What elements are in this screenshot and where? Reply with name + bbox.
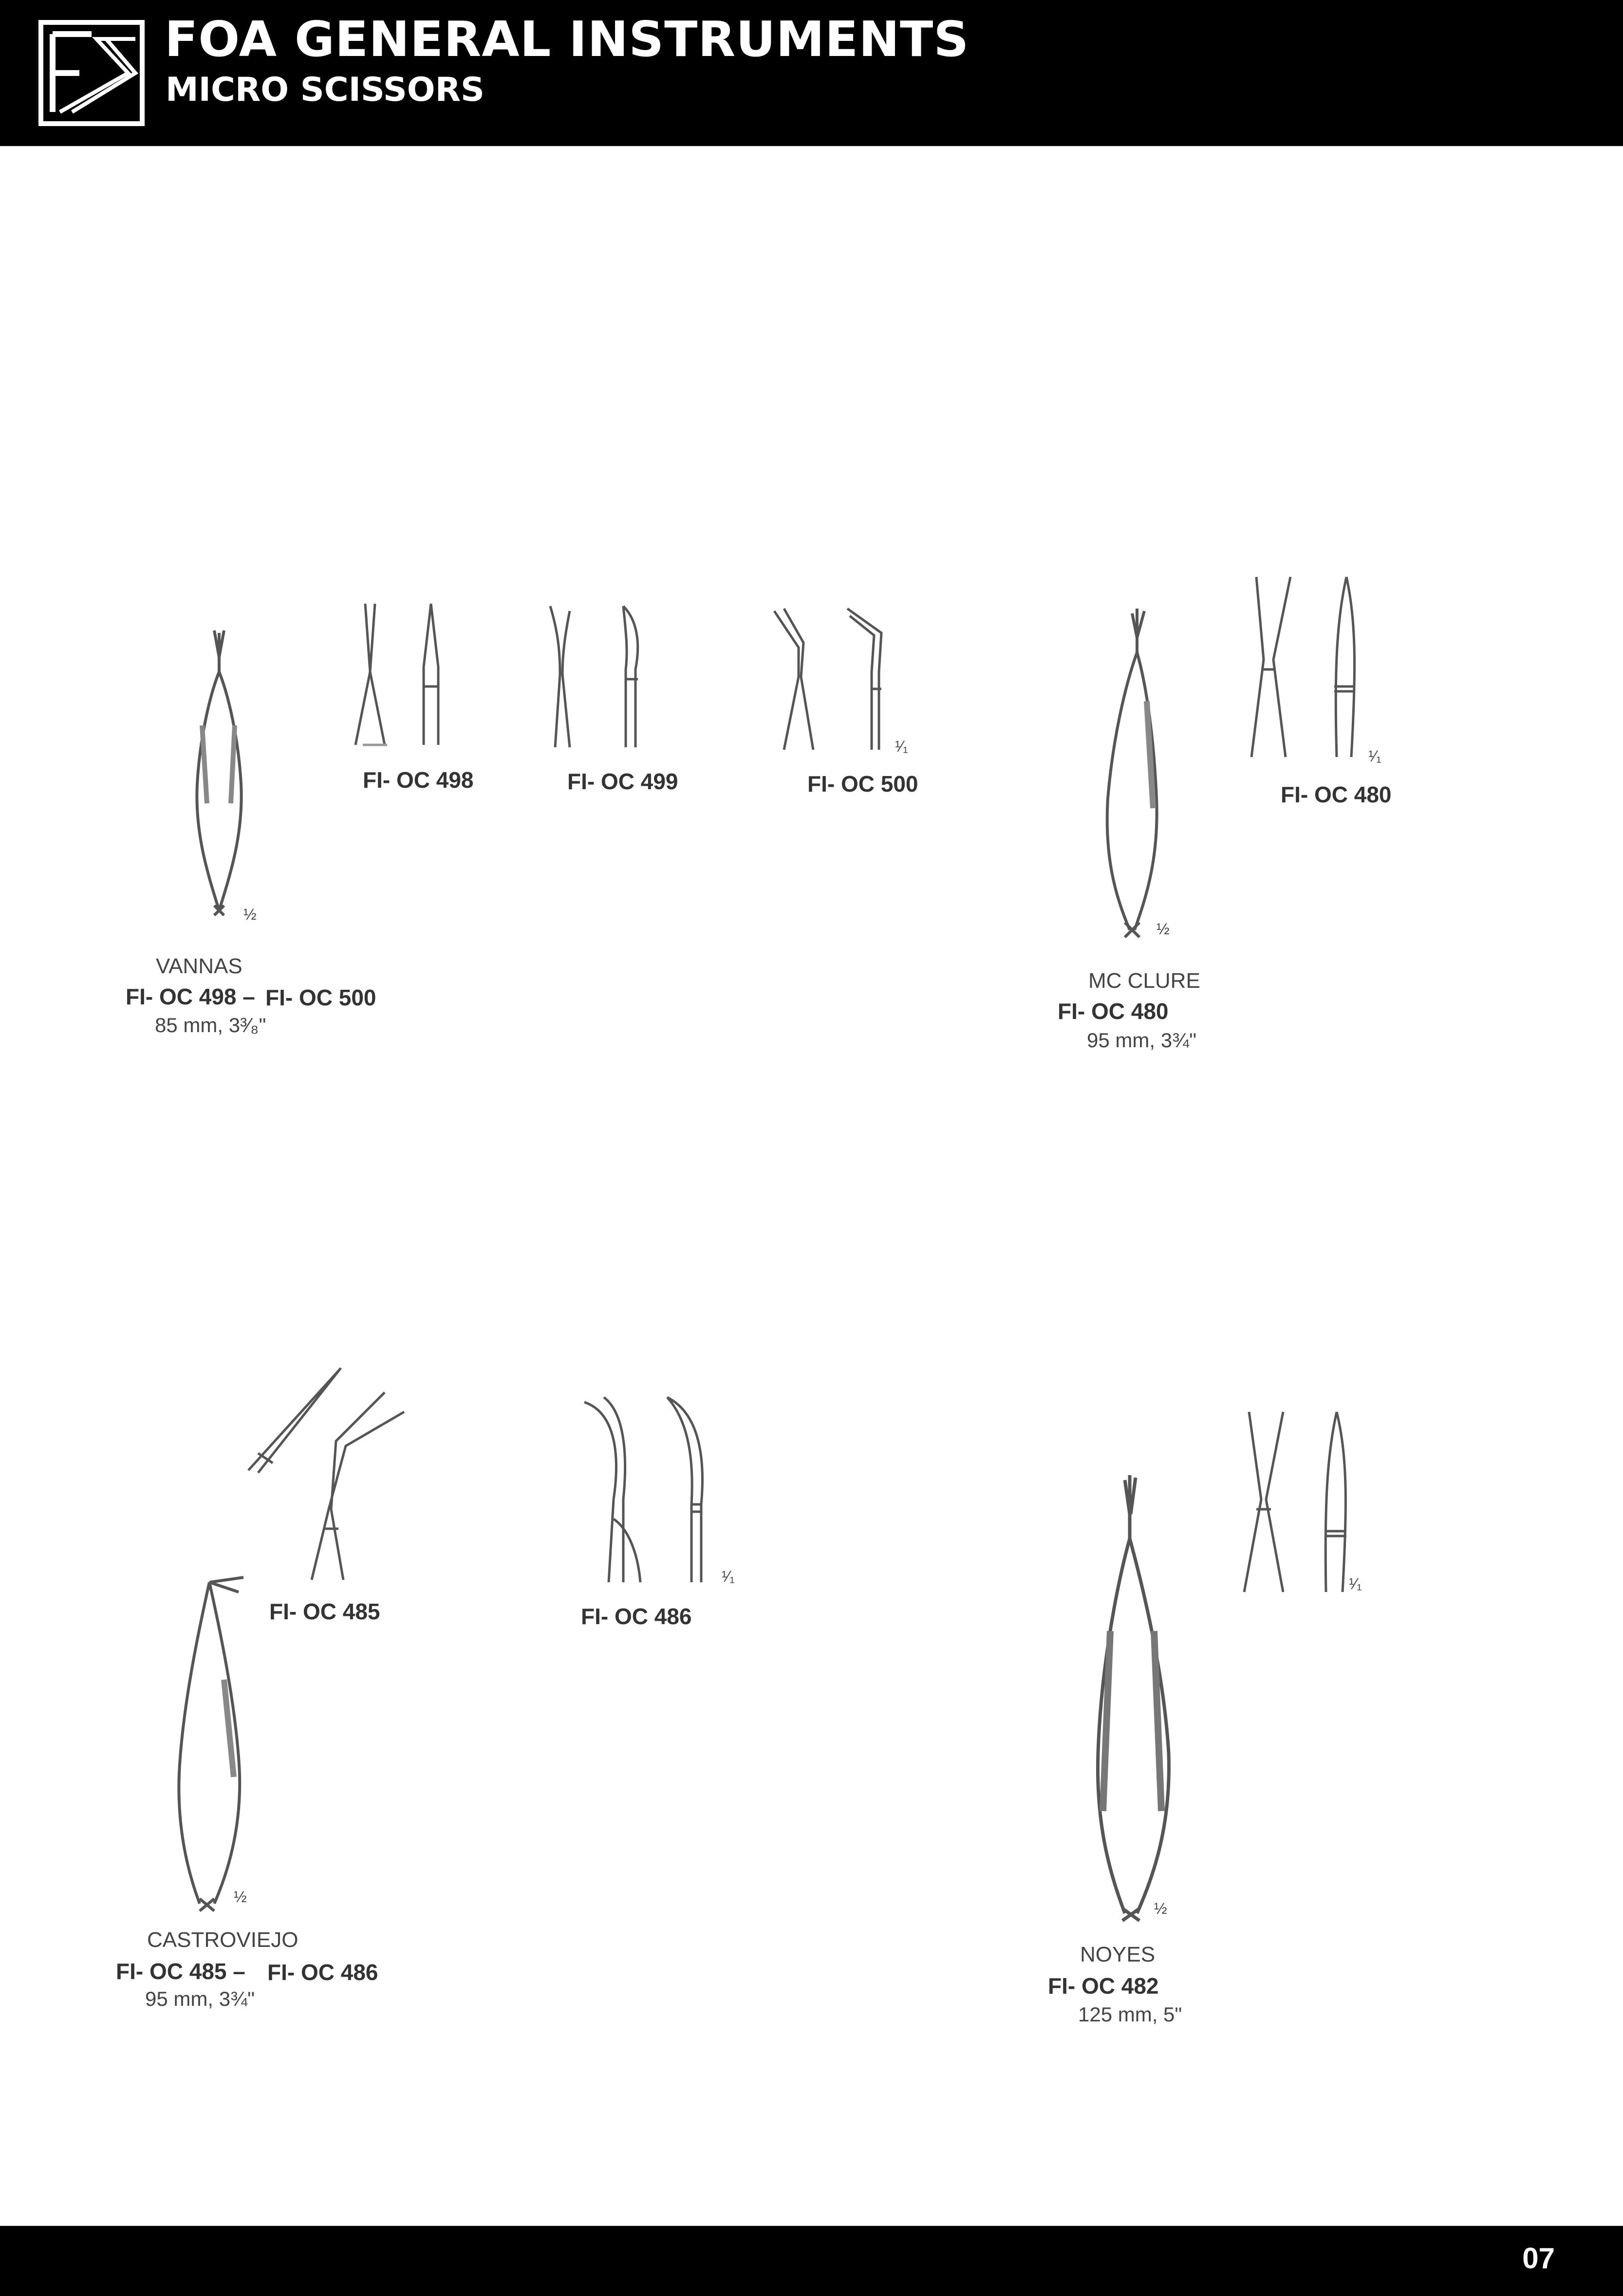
oc499-tip-illustration	[541, 601, 667, 757]
brand-logo	[38, 19, 145, 127]
oc498-tip-illustration	[341, 599, 487, 755]
noyes-scale-label: ½	[1154, 1900, 1167, 1917]
product-name: CASTROVIEJO	[147, 1928, 298, 1952]
oc486-tip-illustration	[575, 1392, 730, 1587]
mcclure-scale-label: ½	[1157, 920, 1170, 938]
product-code: FI- OC 482	[1048, 1973, 1159, 1999]
product-code: FI- OC 480	[1058, 999, 1169, 1024]
product-size: 125 mm, 5"	[1078, 2003, 1182, 2026]
variant-code: FI- OC 500	[807, 771, 918, 796]
variant-code: FI- OC 480	[1281, 782, 1392, 807]
castroviejo-detail-scale: ¹⁄₁	[722, 1568, 735, 1585]
noyes-detail-scale: ¹⁄₁	[1349, 1575, 1362, 1592]
product-code-range-end: FI- OC 500	[265, 985, 376, 1010]
product-name: MC CLURE	[1088, 969, 1200, 993]
header-bar	[0, 0, 1623, 146]
footer-bar	[0, 2226, 1623, 2296]
noyes-tip-illustration	[1239, 1407, 1385, 1597]
product-name: NOYES	[1080, 1943, 1156, 1966]
brand-title: FOA GENERAL INSTRUMENTS	[165, 11, 970, 68]
vannas-scale-label: ½	[243, 906, 257, 923]
product-code-range-start: FI- OC 498 –	[126, 984, 255, 1009]
product-size: 95 mm, 3¾"	[1087, 1029, 1196, 1052]
page-number: 07	[1522, 2242, 1555, 2275]
noyes-scissors-illustration	[1081, 1470, 1188, 1923]
product-code-range-end: FI- OC 486	[267, 1960, 378, 1985]
castroviejo-scale-label: ½	[234, 1888, 247, 1906]
product-code-range-start: FI- OC 485 –	[116, 1959, 245, 1984]
mcclure-scissors-illustration	[1091, 604, 1178, 940]
product-size: 95 mm, 3¾"	[145, 1987, 255, 2010]
variant-code: FI- OC 486	[581, 1604, 692, 1629]
oc485-tip-illustration	[239, 1363, 414, 1587]
vannas-detail-scale: ¹⁄₁	[895, 738, 908, 755]
section-title: MICRO SCISSORS	[166, 71, 485, 109]
variant-code: FI- OC 499	[567, 769, 678, 794]
vannas-scissors-illustration	[180, 628, 258, 920]
oc500-tip-illustration	[769, 604, 915, 759]
variant-code: FI- OC 498	[363, 767, 474, 793]
product-name: VANNAS	[156, 954, 243, 978]
variant-code: FI- OC 485	[269, 1599, 380, 1624]
product-size: 85 mm, 3³⁄₈"	[155, 1014, 266, 1037]
mcclure-detail-scale: ¹⁄₁	[1368, 747, 1381, 765]
mcclure-tip-illustration	[1247, 572, 1383, 767]
castroviejo-scissors-illustration	[161, 1573, 258, 1913]
